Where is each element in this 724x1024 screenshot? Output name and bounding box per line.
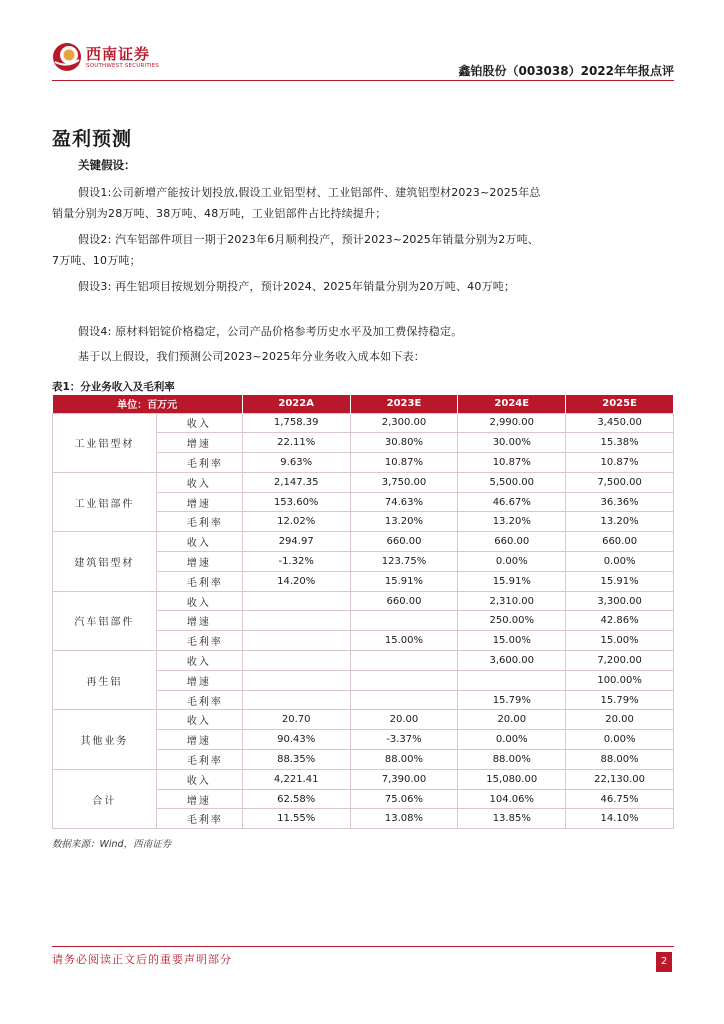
metric-label: 增速	[156, 789, 242, 809]
value-cell: 10.87%	[458, 453, 566, 473]
value-cell: 15.79%	[566, 690, 674, 710]
value-cell: 15,080.00	[458, 769, 566, 789]
value-cell	[350, 611, 458, 631]
value-cell: 15.91%	[566, 571, 674, 591]
table-row	[53, 532, 674, 552]
value-cell: 88.00%	[350, 750, 458, 770]
assumption-paragraph-3: 假设3: 再生铝项目按规划分期投产，预计2024、2025年销量分别为20万吨、40万吨；	[78, 280, 516, 293]
value-cell: 15.79%	[458, 690, 566, 710]
unit-header: 单位：百万元	[53, 395, 243, 413]
value-cell: 22.11%	[242, 433, 350, 453]
value-cell: 46.75%	[566, 789, 674, 809]
value-cell: 75.06%	[350, 789, 458, 809]
year-header: 2022A	[242, 395, 350, 413]
value-cell: 62.58%	[242, 789, 350, 809]
segment-name: 汽车铝部件	[53, 591, 157, 650]
segment-name: 工业铝型材	[53, 413, 157, 472]
table-row	[53, 591, 674, 611]
metric-label: 毛利率	[156, 690, 242, 710]
metric-label: 毛利率	[156, 809, 242, 829]
value-cell: 36.36%	[566, 492, 674, 512]
value-cell: 3,450.00	[566, 413, 674, 433]
metric-label: 毛利率	[156, 750, 242, 770]
value-cell: 15.38%	[566, 433, 674, 453]
value-cell: 0.00%	[566, 730, 674, 750]
value-cell: 7,390.00	[350, 769, 458, 789]
forecast-table	[52, 395, 674, 829]
value-cell: 13.20%	[350, 512, 458, 532]
assumption-paragraph-1: 假设1:公司新增产能按计划投放,假设工业铝型材、工业铝部件、建筑铝型材2023~2025年总销量分别为28万吨、38万吨、48万吨，工业铝部件占比持续提升；	[52, 186, 541, 220]
metric-label: 毛利率	[156, 571, 242, 591]
value-cell	[350, 651, 458, 671]
value-cell	[242, 690, 350, 710]
metric-label: 增速	[156, 433, 242, 453]
table-row	[53, 651, 674, 671]
segment-name: 再生铝	[53, 651, 157, 710]
metric-label: 收入	[156, 710, 242, 730]
key-assumptions-title: 关键假设：	[78, 158, 136, 172]
metric-label: 收入	[156, 591, 242, 611]
metric-label: 增速	[156, 552, 242, 572]
page-number: 2	[656, 952, 672, 972]
data-source: 数据来源：Wind，西南证券	[52, 839, 172, 850]
metric-label: 毛利率	[156, 453, 242, 473]
value-cell: 7,200.00	[566, 651, 674, 671]
page-header	[52, 40, 674, 82]
value-cell: 123.75%	[350, 552, 458, 572]
value-cell: 11.55%	[242, 809, 350, 829]
value-cell: 250.00%	[458, 611, 566, 631]
table-row	[53, 413, 674, 433]
value-cell: 22,130.00	[566, 769, 674, 789]
value-cell: 3,750.00	[350, 472, 458, 492]
value-cell: 20.70	[242, 710, 350, 730]
value-cell: 13.20%	[458, 512, 566, 532]
year-header: 2025E	[566, 395, 674, 413]
value-cell: 88.35%	[242, 750, 350, 770]
value-cell: 5,500.00	[458, 472, 566, 492]
report-title: 鑫铂股份（003038）2022年年报点评	[458, 64, 674, 78]
value-cell: 100.00%	[566, 670, 674, 690]
assumption-paragraph-2: 假设2: 汽车铝部件项目一期于2023年6月顺利投产，预计2023~2025年销量分别为2万吨、7万吨、10万吨；	[52, 233, 539, 267]
value-cell: 74.63%	[350, 492, 458, 512]
value-cell: 4,221.41	[242, 769, 350, 789]
year-header: 2023E	[350, 395, 458, 413]
value-cell	[350, 670, 458, 690]
segment-name: 建筑铝型材	[53, 532, 157, 591]
value-cell: -3.37%	[350, 730, 458, 750]
metric-label: 收入	[156, 532, 242, 552]
value-cell: 14.10%	[566, 809, 674, 829]
logo-emblem-icon	[52, 42, 82, 72]
summary-paragraph: 基于以上假设，我们预测公司2023~2025年分业务收入成本如下表：	[78, 350, 426, 363]
value-cell: 13.20%	[566, 512, 674, 532]
value-cell: 88.00%	[458, 750, 566, 770]
value-cell: 13.85%	[458, 809, 566, 829]
section-title: 盈利预测	[52, 128, 133, 150]
value-cell: 42.86%	[566, 611, 674, 631]
year-header: 2024E	[458, 395, 566, 413]
value-cell: 1,758.39	[242, 413, 350, 433]
value-cell: 660.00	[350, 591, 458, 611]
value-cell: 2,990.00	[458, 413, 566, 433]
metric-label: 收入	[156, 413, 242, 433]
value-cell: 2,300.00	[350, 413, 458, 433]
value-cell: 0.00%	[458, 730, 566, 750]
value-cell: 88.00%	[566, 750, 674, 770]
metric-label: 增速	[156, 611, 242, 631]
value-cell: 15.00%	[350, 631, 458, 651]
footer-divider	[52, 946, 674, 947]
value-cell: 2,147.35	[242, 472, 350, 492]
value-cell: 7,500.00	[566, 472, 674, 492]
table-row	[53, 472, 674, 492]
value-cell: 10.87%	[566, 453, 674, 473]
value-cell: 9.63%	[242, 453, 350, 473]
value-cell: 3,300.00	[566, 591, 674, 611]
metric-label: 毛利率	[156, 631, 242, 651]
table-row	[53, 769, 674, 789]
metric-label: 收入	[156, 769, 242, 789]
value-cell: 15.91%	[458, 571, 566, 591]
company-logo	[52, 40, 192, 76]
value-cell	[242, 631, 350, 651]
logo-english-name: SOUTHWEST SECURITIES	[86, 63, 160, 69]
segment-name: 合计	[53, 769, 157, 828]
value-cell: 0.00%	[566, 552, 674, 572]
segment-name: 工业铝部件	[53, 472, 157, 531]
value-cell: 46.67%	[458, 492, 566, 512]
value-cell: 15.00%	[458, 631, 566, 651]
value-cell: 15.91%	[350, 571, 458, 591]
value-cell: 660.00	[350, 532, 458, 552]
value-cell: 2,310.00	[458, 591, 566, 611]
value-cell: 294.97	[242, 532, 350, 552]
table-header-row	[53, 395, 674, 413]
segment-name: 其他业务	[53, 710, 157, 769]
value-cell: 14.20%	[242, 571, 350, 591]
value-cell: 3,600.00	[458, 651, 566, 671]
value-cell	[242, 670, 350, 690]
metric-label: 增速	[156, 730, 242, 750]
value-cell: 20.00	[458, 710, 566, 730]
value-cell	[242, 651, 350, 671]
value-cell: 104.06%	[458, 789, 566, 809]
value-cell: 660.00	[458, 532, 566, 552]
value-cell: 0.00%	[458, 552, 566, 572]
assumption-paragraph-4: 假设4: 原材料铝锭价格稳定，公司产品价格参考历史水平及加工费保持稳定。	[78, 325, 463, 338]
value-cell	[458, 670, 566, 690]
value-cell: 30.80%	[350, 433, 458, 453]
metric-label: 收入	[156, 472, 242, 492]
logo-chinese-name: 西南证券	[86, 45, 151, 63]
value-cell: 30.00%	[458, 433, 566, 453]
value-cell: 153.60%	[242, 492, 350, 512]
footer-disclaimer: 请务必阅读正文后的重要声明部分	[52, 953, 232, 966]
value-cell	[242, 591, 350, 611]
metric-label: 增速	[156, 670, 242, 690]
value-cell	[242, 611, 350, 631]
table-caption: 表1：分业务收入及毛利率	[52, 381, 175, 393]
value-cell: 20.00	[566, 710, 674, 730]
value-cell: 90.43%	[242, 730, 350, 750]
metric-label: 收入	[156, 651, 242, 671]
value-cell	[350, 690, 458, 710]
metric-label: 增速	[156, 492, 242, 512]
header-divider	[52, 80, 674, 81]
value-cell: -1.32%	[242, 552, 350, 572]
metric-label: 毛利率	[156, 512, 242, 532]
value-cell: 660.00	[566, 532, 674, 552]
value-cell: 15.00%	[566, 631, 674, 651]
value-cell: 12.02%	[242, 512, 350, 532]
value-cell: 20.00	[350, 710, 458, 730]
value-cell: 10.87%	[350, 453, 458, 473]
value-cell: 13.08%	[350, 809, 458, 829]
table-row	[53, 710, 674, 730]
